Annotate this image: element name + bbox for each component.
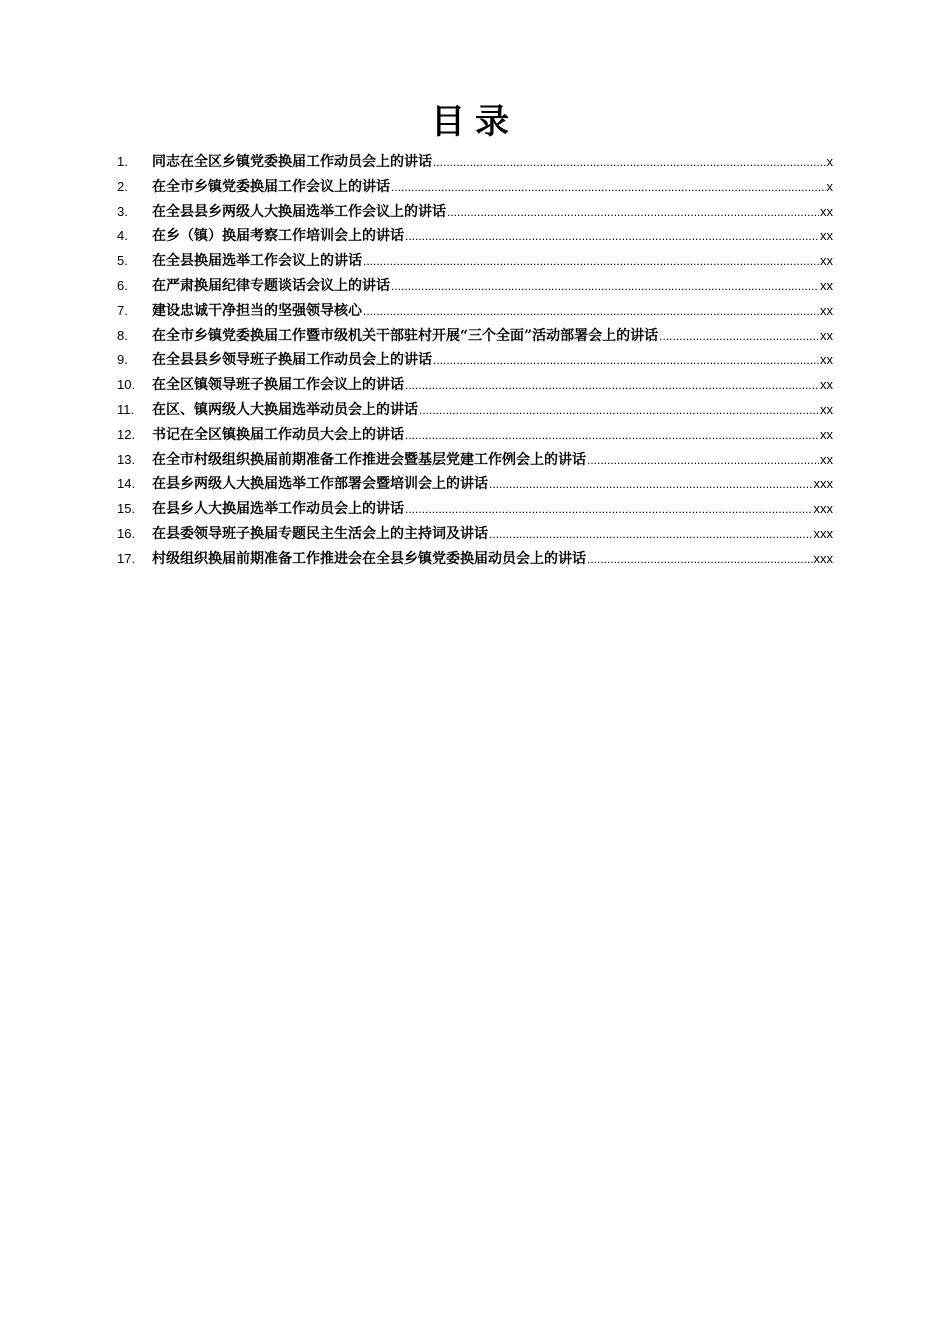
toc-item-title[interactable]: 在全县换届选举工作会议上的讲话 [152,253,362,270]
toc-dot-leader [405,373,819,398]
toc-item-number: 10. [117,377,136,393]
toc-item-page: xxx [813,501,833,517]
toc-item-title[interactable]: 在县委领导班子换届专题民主生活会上的主持词及讲话 [152,525,488,542]
toc-item-title[interactable]: 在全县县乡领导班子换届工作动员会上的讲话 [152,352,432,369]
toc-item-number: 15. [117,501,136,517]
toc-item-8[interactable] [117,324,833,349]
toc-item-page: xx [820,401,833,417]
toc-item-title[interactable]: 在县乡两级人大换届选举工作部署会暨培训会上的讲话 [152,476,488,493]
toc-item-number: 5. [117,253,128,269]
toc-dot-leader [587,547,813,572]
toc-item-10[interactable] [117,373,833,398]
toc-dot-leader [587,448,819,473]
toc-dot-leader [489,522,813,547]
toc-item-14[interactable] [117,472,833,497]
toc-item-number: 6. [117,277,128,293]
toc-dot-leader [391,175,826,200]
toc-item-9[interactable] [117,348,833,373]
toc-dot-leader [659,324,819,349]
toc-dot-leader [405,423,819,448]
toc-item-page: xx [820,426,833,442]
toc-item-title[interactable]: 在区、镇两级人大换届选举动员会上的讲话 [152,401,418,418]
toc-item-2[interactable] [117,175,833,200]
toc-item-5[interactable] [117,249,833,274]
toc-item-number: 14. [117,476,136,492]
toc-item-title[interactable]: 村级组织换届前期准备工作推进会在全县乡镇党委换届动员会上的讲话 [152,550,586,567]
toc-item-number: 12. [117,426,136,442]
toc-item-title[interactable]: 同志在全区乡镇党委换届工作动员会上的讲话 [152,154,432,170]
toc-item-1[interactable] [117,150,833,175]
toc-item-title[interactable]: 在全市乡镇党委换届工作暨市级机关干部驻村开展“三个全面”活动部署会上的讲话 [152,327,659,344]
toc-item-number: 16. [117,525,136,541]
toc-item-page: xx [820,203,833,219]
toc-item-page: xx [820,352,833,368]
toc-item-page: x [826,154,833,169]
toc-item-number: 7. [117,302,128,318]
toc-item-page: xxx [813,525,833,541]
toc-item-page: xx [820,377,833,393]
toc-dot-leader [363,299,819,324]
toc-item-page: xx [820,228,833,244]
toc-item-number: 13. [117,451,136,467]
toc-item-page: xx [820,253,833,269]
toc-item-title[interactable]: 书记在全区镇换届工作动员大会上的讲话 [152,426,404,443]
toc-item-page: xx [820,327,833,343]
toc-item-17[interactable] [117,547,833,572]
toc-item-number: 9. [117,352,128,368]
toc-dot-leader [405,224,819,249]
toc-item-title[interactable]: 在全市村级组织换届前期准备工作推进会暨基层党建工作例会上的讲话 [152,451,586,468]
toc-dot-leader [433,150,826,175]
toc-item-13[interactable] [117,448,833,473]
toc-item-15[interactable] [117,497,833,522]
toc-dot-leader [433,348,819,373]
toc-item-title[interactable]: 在全市乡镇党委换届工作会议上的讲话 [152,178,390,195]
toc-item-page: x [826,178,833,194]
toc-item-6[interactable] [117,274,833,299]
toc-item-4[interactable] [117,224,833,249]
toc-dot-leader [363,249,819,274]
toc-item-7[interactable] [117,299,833,324]
toc-item-page: xxx [813,476,833,492]
toc-item-number: 4. [117,228,128,244]
toc-item-number: 1. [117,154,128,169]
toc-item-title[interactable]: 建设忠诚干净担当的坚强领导核心 [152,302,362,319]
toc-item-title[interactable]: 在全县县乡两级人大换届选举工作会议上的讲话 [152,203,446,220]
toc-dot-leader [447,200,819,225]
toc-item-3[interactable] [117,200,833,225]
toc-item-title[interactable]: 在乡（镇）换届考察工作培训会上的讲话 [152,228,404,245]
toc-item-page: xx [820,302,833,318]
toc-dot-leader [419,398,819,423]
toc-list [117,150,833,572]
toc-item-number: 11. [117,401,135,417]
toc-item-number: 17. [117,550,136,566]
toc-dot-leader [405,497,813,522]
toc-item-page: xxx [813,550,833,566]
toc-item-page: xx [820,277,833,293]
toc-item-title[interactable]: 在县乡人大换届选举工作动员会上的讲话 [152,501,404,518]
toc-item-page: xx [820,451,833,467]
toc-item-title[interactable]: 在全区镇领导班子换届工作会议上的讲话 [152,377,404,394]
toc-item-number: 3. [117,203,128,219]
toc-item-16[interactable] [117,522,833,547]
toc-item-12[interactable] [117,423,833,448]
toc-item-number: 2. [117,178,128,194]
toc-item-number: 8. [117,327,128,343]
toc-title: 目录 [431,102,519,142]
toc-item-title[interactable]: 在严肃换届纪律专题谈话会议上的讲话 [152,277,390,294]
toc-item-11[interactable] [117,398,833,423]
toc-dot-leader [489,472,813,497]
toc-dot-leader [391,274,819,299]
